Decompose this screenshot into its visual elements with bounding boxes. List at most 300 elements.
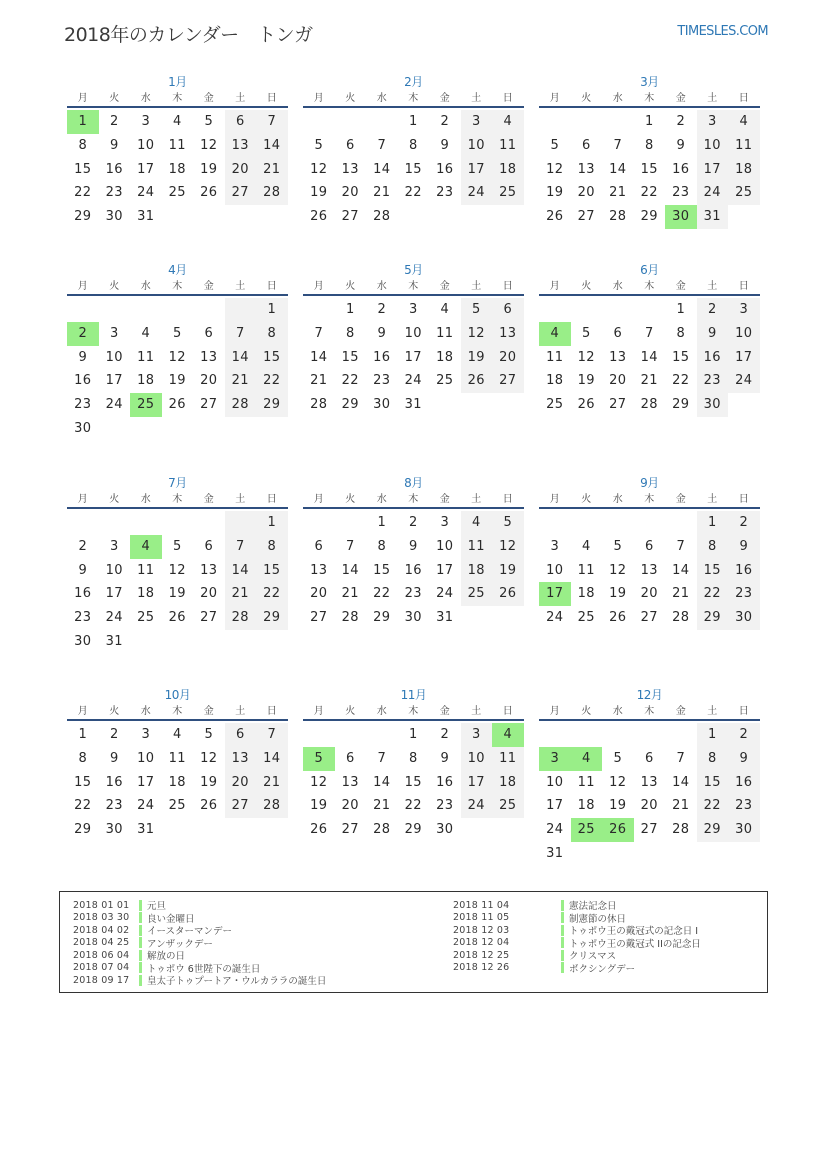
day-cell: 25 [728, 181, 760, 205]
day-cell: 26 [577, 397, 595, 413]
month-name: 7月 [168, 476, 187, 490]
day-cell: 24 [728, 369, 760, 393]
empty-cell [193, 511, 225, 535]
holiday-marker [139, 925, 142, 936]
holiday-day-cell: 25 [130, 393, 162, 417]
empty-cell [130, 511, 162, 535]
day-cell: 23 [404, 586, 422, 602]
weekday-header [303, 492, 524, 509]
day-cell: 23 [74, 397, 92, 413]
day-cell: 26 [492, 582, 524, 606]
day-cell: 22 [256, 369, 288, 393]
weekday-label: 水 [612, 281, 623, 292]
day-cell: 17 [137, 161, 155, 177]
day-cell: 10 [697, 134, 729, 158]
day-cell: 23 [105, 798, 123, 814]
holiday-date: 2018 06 04 [73, 949, 130, 961]
day-cell: 9 [78, 349, 88, 365]
day-cell: 15 [640, 161, 658, 177]
day-cell: 23 [728, 582, 760, 606]
empty-cell [130, 298, 162, 322]
month-name: 1月 [168, 75, 187, 89]
empty-cell [665, 723, 697, 747]
day-cell: 10 [105, 562, 123, 578]
day-cell: 15 [256, 346, 288, 370]
holiday-date: 2018 07 04 [73, 962, 130, 974]
holiday-date: 2018 01 01 [73, 899, 130, 911]
weekday-label: 土 [235, 93, 246, 104]
day-cell: 3 [109, 538, 119, 554]
weekday-label: 金 [675, 93, 686, 104]
weekday-label: 日 [738, 706, 749, 717]
day-cell: 9 [728, 747, 760, 771]
holiday-legend [59, 891, 768, 993]
day-cell: 18 [492, 771, 524, 795]
weekday-label: 日 [502, 706, 513, 717]
day-cell: 10 [728, 322, 760, 346]
day-cell: 19 [168, 373, 186, 389]
empty-cell [193, 298, 225, 322]
day-cell: 14 [256, 134, 288, 158]
weekday-label: 月 [313, 281, 324, 292]
day-cell: 16 [105, 774, 123, 790]
day-cell: 29 [341, 397, 359, 413]
holiday-day-cell: 4 [571, 747, 603, 771]
weekday-header [539, 279, 760, 296]
weekday-label: 月 [313, 706, 324, 717]
weekday-label: 金 [203, 93, 214, 104]
weekday-label: 木 [408, 281, 419, 292]
day-cell: 26 [168, 397, 186, 413]
empty-cell [571, 723, 603, 747]
empty-cell [634, 298, 666, 322]
weekday-label: 金 [675, 281, 686, 292]
day-cell: 26 [546, 209, 564, 225]
empty-cell [571, 298, 603, 322]
day-cell: 21 [256, 771, 288, 795]
day-cell: 30 [436, 822, 454, 838]
day-cell: 29 [640, 209, 658, 225]
weekday-label: 木 [172, 494, 183, 505]
day-cell: 8 [78, 137, 88, 153]
empty-cell [303, 298, 335, 322]
day-cell: 4 [728, 110, 760, 134]
day-cell: 24 [697, 181, 729, 205]
day-grid [303, 110, 524, 229]
holiday-row [453, 949, 701, 962]
day-cell: 10 [546, 562, 564, 578]
weekday-label: 土 [707, 93, 718, 104]
day-cell: 7 [256, 110, 288, 134]
empty-cell [539, 298, 571, 322]
day-cell: 28 [609, 209, 627, 225]
holiday-date: 2018 09 17 [73, 974, 130, 986]
weekday-label: 水 [612, 494, 623, 505]
month-9 [539, 474, 760, 630]
empty-cell [366, 723, 398, 747]
weekday-label: 水 [612, 706, 623, 717]
day-cell: 10 [105, 349, 123, 365]
holiday-marker [561, 950, 564, 961]
holiday-date: 2018 04 02 [73, 924, 130, 936]
day-cell: 27 [341, 822, 359, 838]
day-cell: 14 [609, 161, 627, 177]
day-cell: 19 [461, 346, 493, 370]
empty-cell [67, 511, 99, 535]
month-name: 9月 [640, 476, 659, 490]
holiday-row [73, 912, 326, 925]
empty-cell [99, 511, 131, 535]
day-cell: 27 [310, 610, 328, 626]
holiday-date: 2018 03 30 [73, 912, 130, 924]
day-cell: 25 [137, 610, 155, 626]
day-cell: 12 [168, 349, 186, 365]
day-cell: 5 [581, 325, 591, 341]
day-cell: 4 [440, 302, 450, 317]
weekday-label: 日 [502, 494, 513, 505]
day-grid [539, 110, 760, 229]
weekday-header [303, 279, 524, 296]
day-cell: 19 [200, 161, 218, 177]
day-cell: 1 [676, 302, 686, 317]
day-cell: 17 [461, 771, 493, 795]
day-cell: 19 [310, 798, 328, 814]
day-cell: 19 [546, 185, 564, 201]
empty-cell [602, 723, 634, 747]
day-cell: 12 [461, 322, 493, 346]
month-name: 8月 [404, 476, 423, 490]
day-cell: 22 [672, 373, 690, 389]
holiday-row [73, 924, 326, 937]
weekday-label: 土 [471, 494, 482, 505]
day-cell: 7 [256, 723, 288, 747]
day-cell: 3 [440, 515, 450, 530]
day-cell: 29 [404, 822, 422, 838]
weekday-label: 月 [549, 281, 560, 292]
day-cell: 26 [310, 209, 328, 225]
day-cell: 22 [341, 373, 359, 389]
day-cell: 28 [672, 822, 690, 838]
holiday-marker [561, 925, 564, 936]
day-cell: 11 [728, 134, 760, 158]
holiday-day-cell: 5 [303, 747, 335, 771]
holiday-day-cell: 26 [602, 818, 634, 842]
weekday-header [539, 704, 760, 721]
day-cell: 28 [640, 397, 658, 413]
day-cell: 20 [640, 798, 658, 814]
holiday-row [73, 899, 326, 912]
weekday-header [303, 91, 524, 108]
day-cell: 8 [377, 538, 387, 554]
day-cell: 8 [256, 535, 288, 559]
empty-cell [602, 511, 634, 535]
day-cell: 21 [310, 373, 328, 389]
day-cell: 4 [492, 110, 524, 134]
month-7 [67, 474, 288, 654]
day-cell: 6 [225, 723, 257, 747]
empty-cell [225, 511, 257, 535]
day-cell: 25 [492, 181, 524, 205]
holiday-marker [561, 962, 564, 973]
day-cell: 8 [78, 750, 88, 766]
weekday-label: 火 [345, 494, 356, 505]
weekday-label: 金 [439, 706, 450, 717]
weekday-label: 日 [266, 706, 277, 717]
day-cell: 24 [461, 181, 493, 205]
day-cell: 3 [408, 302, 418, 317]
day-cell: 14 [640, 349, 658, 365]
empty-cell [665, 511, 697, 535]
empty-cell [67, 298, 99, 322]
month-name: 5月 [404, 263, 423, 277]
day-grid [67, 511, 288, 654]
weekday-label: 金 [675, 706, 686, 717]
day-cell: 27 [200, 397, 218, 413]
month-6 [539, 261, 760, 417]
month-8 [303, 474, 524, 630]
day-cell: 30 [404, 610, 422, 626]
day-cell: 28 [672, 610, 690, 626]
day-cell: 29 [697, 606, 729, 630]
day-cell: 11 [436, 325, 454, 341]
holiday-name: クリスマス [569, 951, 617, 963]
day-cell: 5 [172, 538, 182, 554]
weekday-label: 月 [313, 494, 324, 505]
weekday-label: 金 [203, 494, 214, 505]
day-cell: 14 [341, 562, 359, 578]
month-name: 11月 [400, 688, 427, 702]
month-2 [303, 73, 524, 229]
day-cell: 25 [168, 798, 186, 814]
day-cell: 19 [492, 559, 524, 583]
day-cell: 18 [546, 373, 564, 389]
day-cell: 31 [546, 845, 564, 861]
day-cell: 10 [436, 538, 454, 554]
weekday-header [539, 492, 760, 509]
weekday-label: 土 [235, 706, 246, 717]
empty-cell [539, 723, 571, 747]
weekday-label: 金 [439, 281, 450, 292]
weekday-label: 金 [439, 494, 450, 505]
day-cell: 28 [373, 209, 391, 225]
day-cell: 11 [546, 349, 564, 365]
day-cell: 16 [728, 559, 760, 583]
day-cell: 28 [373, 822, 391, 838]
weekday-header [67, 704, 288, 721]
empty-cell [539, 511, 571, 535]
weekday-label: 火 [109, 494, 120, 505]
day-cell: 2 [676, 114, 686, 129]
empty-cell [335, 723, 367, 747]
holiday-day-cell: 3 [539, 747, 571, 771]
holiday-marker [561, 937, 564, 948]
weekday-label: 火 [345, 93, 356, 104]
day-cell: 1 [256, 511, 288, 535]
day-cell: 23 [436, 798, 454, 814]
weekday-label: 木 [172, 281, 183, 292]
day-cell: 12 [310, 774, 328, 790]
empty-cell [571, 511, 603, 535]
weekday-label: 火 [109, 706, 120, 717]
day-cell: 7 [613, 137, 623, 153]
day-cell: 5 [461, 298, 493, 322]
day-cell: 28 [256, 794, 288, 818]
day-cell: 30 [74, 420, 92, 436]
holiday-day-cell: 4 [130, 535, 162, 559]
day-cell: 12 [200, 750, 218, 766]
day-cell: 17 [404, 349, 422, 365]
day-cell: 1 [697, 511, 729, 535]
day-cell: 18 [728, 158, 760, 182]
holiday-row [453, 937, 701, 950]
day-cell: 3 [728, 298, 760, 322]
day-cell: 1 [697, 723, 729, 747]
day-cell: 20 [310, 586, 328, 602]
weekday-label: 土 [471, 93, 482, 104]
day-cell: 22 [640, 185, 658, 201]
holiday-date: 2018 11 05 [453, 912, 510, 924]
day-cell: 1 [377, 515, 387, 530]
weekday-label: 木 [172, 706, 183, 717]
holiday-row [453, 912, 701, 925]
day-cell: 2 [78, 538, 88, 554]
day-grid [539, 511, 760, 630]
day-cell: 6 [225, 110, 257, 134]
day-cell: 24 [105, 397, 123, 413]
weekday-label: 月 [549, 706, 560, 717]
weekday-label: 木 [172, 93, 183, 104]
empty-cell [303, 110, 335, 134]
day-cell: 23 [672, 185, 690, 201]
day-cell: 3 [109, 325, 119, 341]
day-cell: 9 [676, 137, 686, 153]
weekday-header [303, 704, 524, 721]
holiday-date: 2018 12 04 [453, 937, 510, 949]
day-cell: 17 [546, 798, 564, 814]
day-cell: 27 [640, 610, 658, 626]
holiday-row [453, 962, 701, 975]
empty-cell [162, 511, 194, 535]
day-cell: 21 [341, 586, 359, 602]
month-5 [303, 261, 524, 417]
holiday-date: 2018 04 25 [73, 937, 130, 949]
empty-cell [634, 723, 666, 747]
day-cell: 12 [168, 562, 186, 578]
day-cell: 28 [341, 610, 359, 626]
day-cell: 3 [141, 114, 151, 129]
weekday-label: 金 [203, 281, 214, 292]
day-cell: 24 [546, 822, 564, 838]
empty-cell [571, 110, 603, 134]
weekday-label: 水 [140, 706, 151, 717]
day-cell: 21 [609, 185, 627, 201]
day-cell: 30 [728, 818, 760, 842]
day-cell: 24 [137, 798, 155, 814]
day-cell: 6 [613, 325, 623, 341]
day-cell: 23 [74, 610, 92, 626]
day-cell: 16 [74, 373, 92, 389]
day-cell: 14 [672, 774, 690, 790]
day-cell: 17 [105, 373, 123, 389]
site-brand-link[interactable]: TIMESLES.COM [677, 24, 768, 39]
day-cell: 15 [404, 774, 422, 790]
day-cell: 18 [461, 559, 493, 583]
day-cell: 15 [697, 559, 729, 583]
holiday-day-cell: 17 [539, 582, 571, 606]
day-cell: 16 [373, 349, 391, 365]
day-cell: 27 [225, 794, 257, 818]
holiday-row [73, 937, 326, 950]
holiday-marker [139, 912, 142, 923]
weekday-header [67, 91, 288, 108]
weekday-label: 日 [266, 93, 277, 104]
day-cell: 11 [577, 562, 595, 578]
day-cell: 18 [577, 798, 595, 814]
holiday-marker [139, 950, 142, 961]
day-cell: 5 [314, 137, 324, 153]
day-cell: 27 [225, 181, 257, 205]
holiday-marker [561, 900, 564, 911]
day-cell: 26 [461, 369, 493, 393]
weekday-label: 水 [376, 93, 387, 104]
day-cell: 18 [137, 373, 155, 389]
day-cell: 12 [546, 161, 564, 177]
weekday-label: 水 [376, 281, 387, 292]
day-cell: 5 [613, 538, 623, 554]
day-cell: 27 [341, 209, 359, 225]
day-cell: 27 [200, 610, 218, 626]
empty-cell [335, 110, 367, 134]
day-cell: 9 [78, 562, 88, 578]
day-cell: 18 [492, 158, 524, 182]
day-cell: 2 [728, 511, 760, 535]
month-12 [539, 686, 760, 866]
day-cell: 11 [577, 774, 595, 790]
day-cell: 24 [105, 610, 123, 626]
day-cell: 17 [728, 346, 760, 370]
day-cell: 30 [728, 606, 760, 630]
day-cell: 7 [377, 750, 387, 766]
month-name: 6月 [640, 263, 659, 277]
month-11 [303, 686, 524, 842]
day-cell: 21 [672, 798, 690, 814]
day-cell: 2 [440, 727, 450, 742]
weekday-label: 土 [235, 494, 246, 505]
day-cell: 5 [613, 750, 623, 766]
day-cell: 13 [225, 134, 257, 158]
day-cell: 28 [310, 397, 328, 413]
day-grid [303, 298, 524, 417]
day-cell: 7 [676, 538, 686, 554]
day-cell: 20 [341, 185, 359, 201]
day-grid [539, 723, 760, 866]
day-cell: 30 [74, 633, 92, 649]
day-cell: 10 [461, 747, 493, 771]
day-cell: 29 [74, 209, 92, 225]
day-cell: 16 [74, 586, 92, 602]
holiday-row [73, 962, 326, 975]
weekday-label: 金 [203, 706, 214, 717]
day-cell: 31 [697, 205, 729, 229]
day-cell: 19 [310, 185, 328, 201]
day-cell: 27 [492, 369, 524, 393]
day-cell: 30 [105, 822, 123, 838]
day-cell: 6 [314, 538, 324, 554]
day-cell: 17 [105, 586, 123, 602]
weekday-label: 土 [471, 281, 482, 292]
holiday-name: ボクシングデー [569, 963, 636, 975]
day-cell: 20 [492, 346, 524, 370]
